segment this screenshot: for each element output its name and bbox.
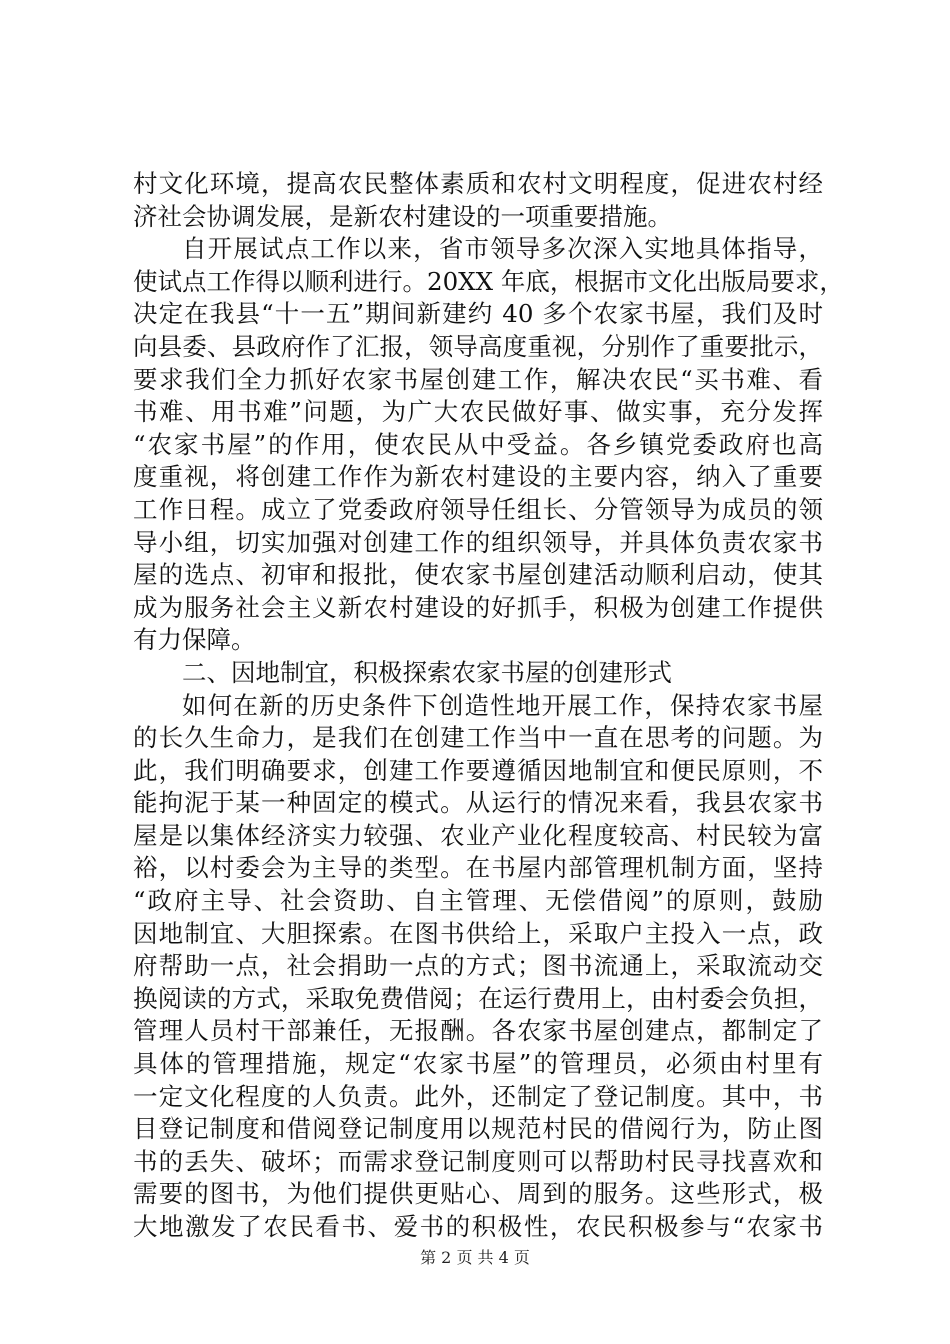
text-line: 管理人员村干部兼任，无报酬。各农家书屋创建点，都制定了 — [133, 1016, 823, 1046]
text-line: 府帮助一点，社会捐助一点的方式；图书流通上，采取流动交 — [133, 951, 823, 981]
page-footer: 第 2 页 共 4 页 — [420, 1248, 530, 1267]
text-line: 能拘泥于某一种固定的模式。从运行的情况来看，我县农家书 — [133, 788, 823, 818]
text-line: 因地制宜、大胆探索。在图书供给上，采取户主投入一点，政 — [133, 918, 823, 948]
text-line: 向县委、县政府作了汇报，领导高度重视，分别作了重要批示， — [133, 331, 823, 361]
text-line: “农家书屋”的作用，使农民从中受益。各乡镇党委政府也高 — [133, 429, 823, 459]
text-line: 换阅读的方式，采取免费借阅；在运行费用上，由村委会负担， — [133, 983, 823, 1013]
text-line: 大地激发了农民看书、爱书的积极性，农民积极参与“农家书 — [133, 1212, 823, 1241]
text-line: 如何在新的历史条件下创造性地开展工作，保持农家书屋 — [182, 690, 823, 720]
body-text — [133, 168, 844, 1244]
text-line: 一定文化程度的人负责。此外，还制定了登记制度。其中，书 — [133, 1081, 823, 1111]
text-line: 书的丢失、破坏；而需求登记制度则可以帮助村民寻找喜欢和 — [133, 1146, 823, 1176]
text-line: 具体的管理措施，规定“农家书屋”的管理员，必须由村里有 — [133, 1049, 823, 1079]
text-line: 有力保障。 — [133, 625, 256, 655]
text-line: 书难、用书难”问题，为广大农民做好事、做实事，充分发挥 — [133, 397, 823, 427]
text-line: 成为服务社会主义新农村建设的好抓手，积极为创建工作提供 — [133, 592, 823, 622]
text-line: 裕，以村委会为主导的类型。在书屋内部管理机制方面，坚持 — [133, 853, 823, 883]
text-line: 度重视，将创建工作作为新农村建设的主要内容，纳入了重要 — [133, 462, 823, 492]
text-line: 的长久生命力，是我们在创建工作当中一直在思考的问题。为 — [133, 723, 823, 753]
text-line: 此，我们明确要求，创建工作要遵循因地制宜和便民原则，不 — [133, 755, 823, 785]
text-line: 济社会协调发展，是新农村建设的一项重要措施。 — [133, 201, 672, 231]
text-line: 要求我们全力抓好农家书屋创建工作，解决农民“买书难、看 — [133, 364, 823, 394]
text-line: 工作日程。成立了党委政府领导任组长、分管领导为成员的领 — [133, 494, 823, 524]
text-line: 使试点工作得以顺利进行。20XX 年底，根据市文化出版局要求， — [133, 266, 844, 296]
text-line: 决定在我县“十一五”期间新建约 40 多个农家书屋，我们及时 — [133, 299, 823, 329]
text-line: 目登记制度和借阅登记制度用以规范村民的借阅行为，防止图 — [133, 1114, 823, 1144]
text-line: 屋是以集体经济实力较强、农业产业化程度较高、村民较为富 — [133, 820, 823, 850]
text-line: 屋的选点、初审和报批，使农家书屋创建活动顺利启动，使其 — [133, 560, 823, 590]
text-line: 自开展试点工作以来，省市领导多次深入实地具体指导， — [182, 234, 823, 264]
text-line: “政府主导、社会资助、自主管理、无偿借阅”的原则，鼓励 — [133, 886, 823, 916]
text-line: 导小组，切实加强对创建工作的组织领导，并具体负责农家书 — [133, 527, 823, 557]
text-line: 村文化环境，提高农民整体素质和农村文明程度，促进农村经 — [133, 169, 823, 198]
text-line: 需要的图书，为他们提供更贴心、周到的服务。这些形式，极 — [133, 1179, 823, 1209]
text-line: 二、因地制宜，积极探索农家书屋的创建形式 — [182, 657, 672, 687]
